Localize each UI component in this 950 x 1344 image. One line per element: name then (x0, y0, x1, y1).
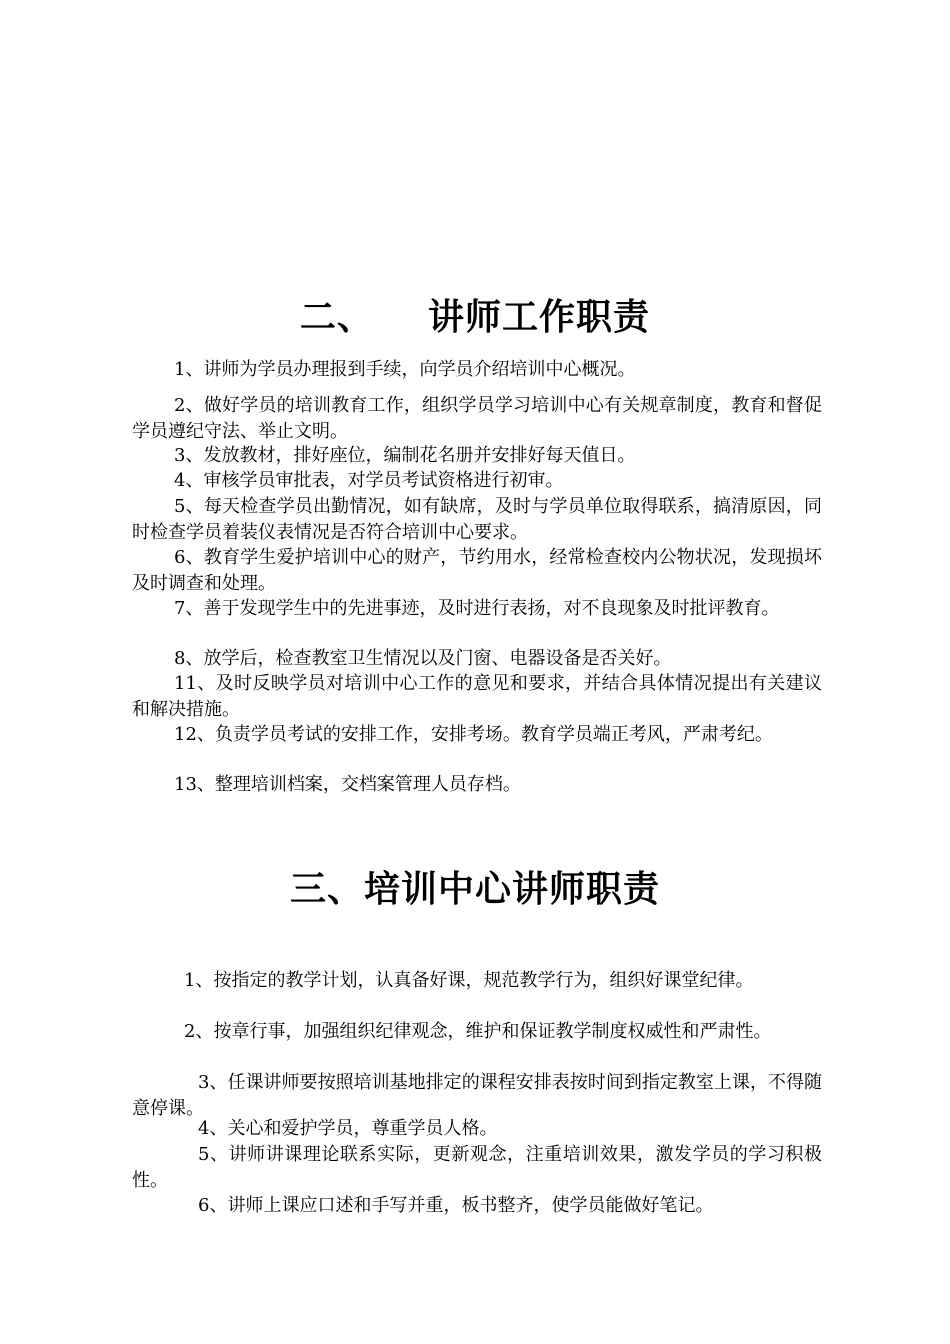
list-item: 2、按章行事，加强组织纪律观念，维护和保证教学制度权威性和严肃性。 (184, 1021, 772, 1042)
list-item: 5、讲师讲课理论联系实际，更新观念，注重培训效果，激发学员的学习积极性。 (132, 1144, 822, 1191)
section-heading-instructor-duties: 二、 讲师工作职责 (299, 297, 651, 338)
list-item: 2、做好学员的培训教育工作，组织学员学习培训中心有关规章制度，教育和督促学员遵纪守法、举止文明。 (132, 395, 822, 442)
list-item: 5、每天检查学员出勤情况，如有缺席，及时与学员单位取得联系，搞清原因，同时检查学员着装仪表情况是否符合培训中心要求。 (132, 496, 822, 543)
list-item: 3、发放教材，排好座位，编制花名册并安排好每天值日。 (174, 445, 636, 466)
list-item: 12、负责学员考试的安排工作，安排考场。教育学员端正考风，严肃考纪。 (174, 724, 773, 745)
list-item: 3、任课讲师要按照培训基地排定的课程安排表按时间到指定教室上课，不得随意停课。 (132, 1072, 822, 1119)
list-item: 4、审核学员审批表，对学员考试资格进行初审。 (174, 470, 564, 491)
list-item: 6、教育学生爱护培训中心的财产，节约用水，经常检查校内公物状况，发现损坏及时调查和处理。 (132, 547, 822, 594)
list-item: 13、整理培训档案，交档案管理人员存档。 (174, 774, 521, 795)
list-item: 7、善于发现学生中的先进事迹，及时进行表扬，对不良现象及时批评教育。 (174, 598, 780, 619)
list-item: 1、按指定的教学计划，认真备好课，规范教学行为，组织好课堂纪律。 (184, 970, 754, 991)
list-item: 8、放学后，检查教室卫生情况以及门窗、电器设备是否关好。 (174, 648, 672, 669)
list-item: 1、讲师为学员办理报到手续，向学员介绍培训中心概况。 (174, 359, 636, 380)
list-item: 4、关心和爱护学员，尊重学员人格。 (198, 1118, 498, 1139)
list-item: 11、及时反映学员对培训中心工作的意见和要求，并结合具体情况提出有关建议和解决措施。 (132, 673, 822, 720)
list-item: 6、讲师上课应口述和手写并重，板书整齐，使学员能做好笔记。 (198, 1195, 714, 1216)
section-heading-training-center-instructor-duties: 三、培训中心讲师职责 (289, 869, 660, 910)
